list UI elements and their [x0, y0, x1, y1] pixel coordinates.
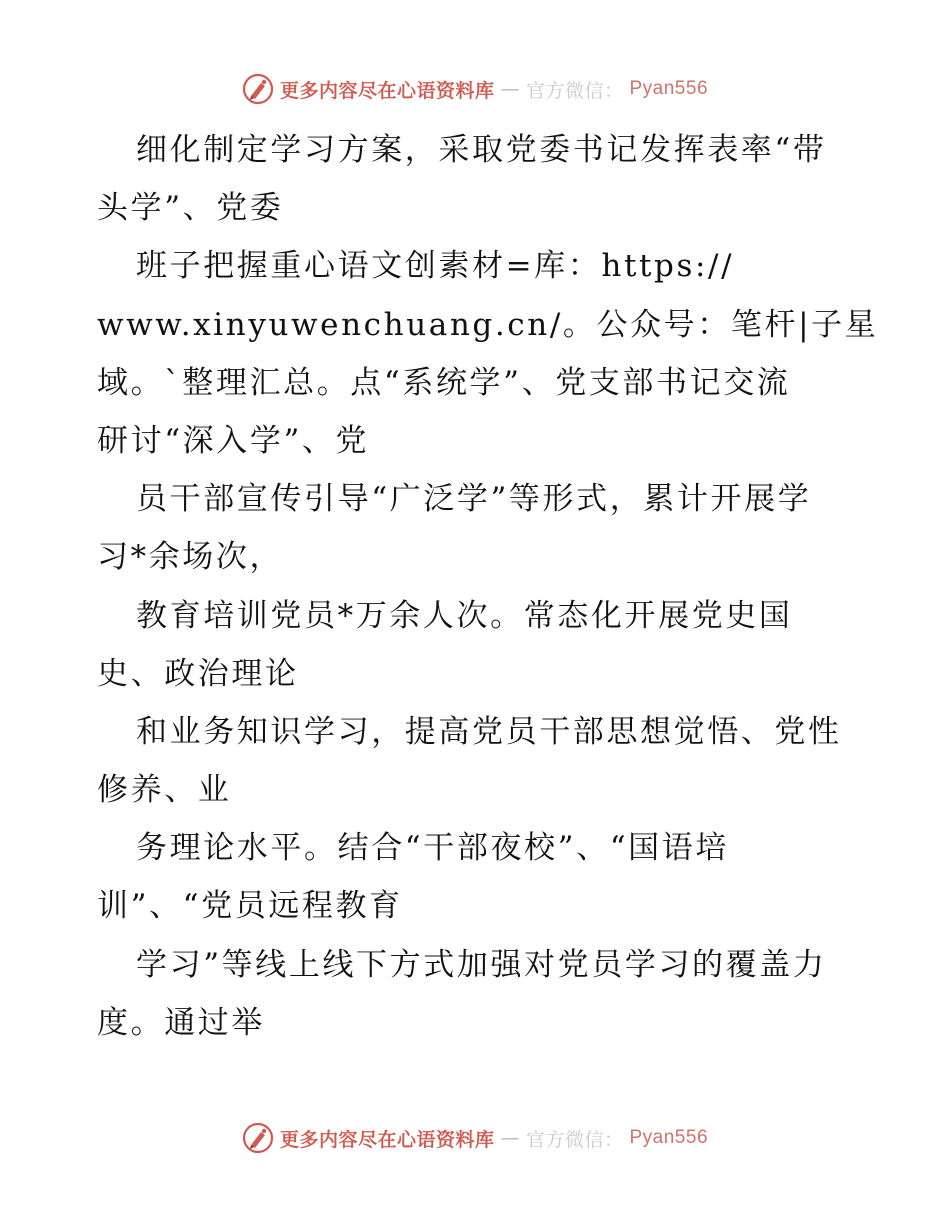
header-watermark — [0, 73, 950, 105]
body-line: 和业务知识学习，提高党员干部思想觉悟、党性 — [136, 713, 842, 750]
watermark-wechat-id: Pyan556 — [629, 78, 709, 99]
body-line: 研讨“深入学”、党 — [97, 422, 370, 459]
watermark-wechat-id: Pyan556 — [629, 1127, 709, 1148]
watermark-wechat-label: 官方微信： — [525, 79, 624, 102]
body-line: 细化制定学习方案，采取党委书记发挥表率“带 — [136, 132, 827, 168]
watermark-main-text: 更多内容尽在心语资料库 — [279, 1128, 495, 1151]
document-body — [97, 121, 879, 1052]
body-line: 训”、“党员远程教育 — [97, 888, 403, 925]
body-line: 域。`整理汇总。点“系统学”、党支部书记交流 — [97, 364, 791, 401]
body-line: 史、政治理论 — [97, 655, 299, 692]
watermark-separator: — — [500, 78, 520, 100]
body-line: www.xinyuwenchuang.cn/。公众号：笔杆|子星 — [97, 306, 879, 343]
body-line: 班子把握重心语文创素材=库：https:// — [136, 248, 735, 285]
watermark-wechat-label: 官方微信： — [525, 1128, 624, 1151]
body-line: 修养、业 — [97, 772, 232, 809]
watermark-separator: — — [500, 1127, 520, 1149]
body-line: 习*余场次， — [97, 539, 284, 576]
pen-logo-icon — [242, 73, 274, 105]
body-line: 员干部宣传引导“广泛学”等形式，累计开展学 — [136, 481, 812, 518]
pen-logo-icon — [242, 1122, 274, 1154]
footer-watermark — [0, 1122, 950, 1154]
body-line: 头学”、党委 — [97, 190, 284, 227]
body-line: 度。通过举 — [97, 1004, 265, 1041]
body-line: 教育培训党员*万余人次。常态化开展党史国 — [136, 597, 793, 634]
body-line: 务理论水平。结合“干部夜校”、“国语培 — [136, 830, 729, 867]
body-line: 学习”等线上线下方式加强对党员学习的覆盖力 — [136, 946, 827, 983]
watermark-main-text: 更多内容尽在心语资料库 — [279, 79, 495, 102]
